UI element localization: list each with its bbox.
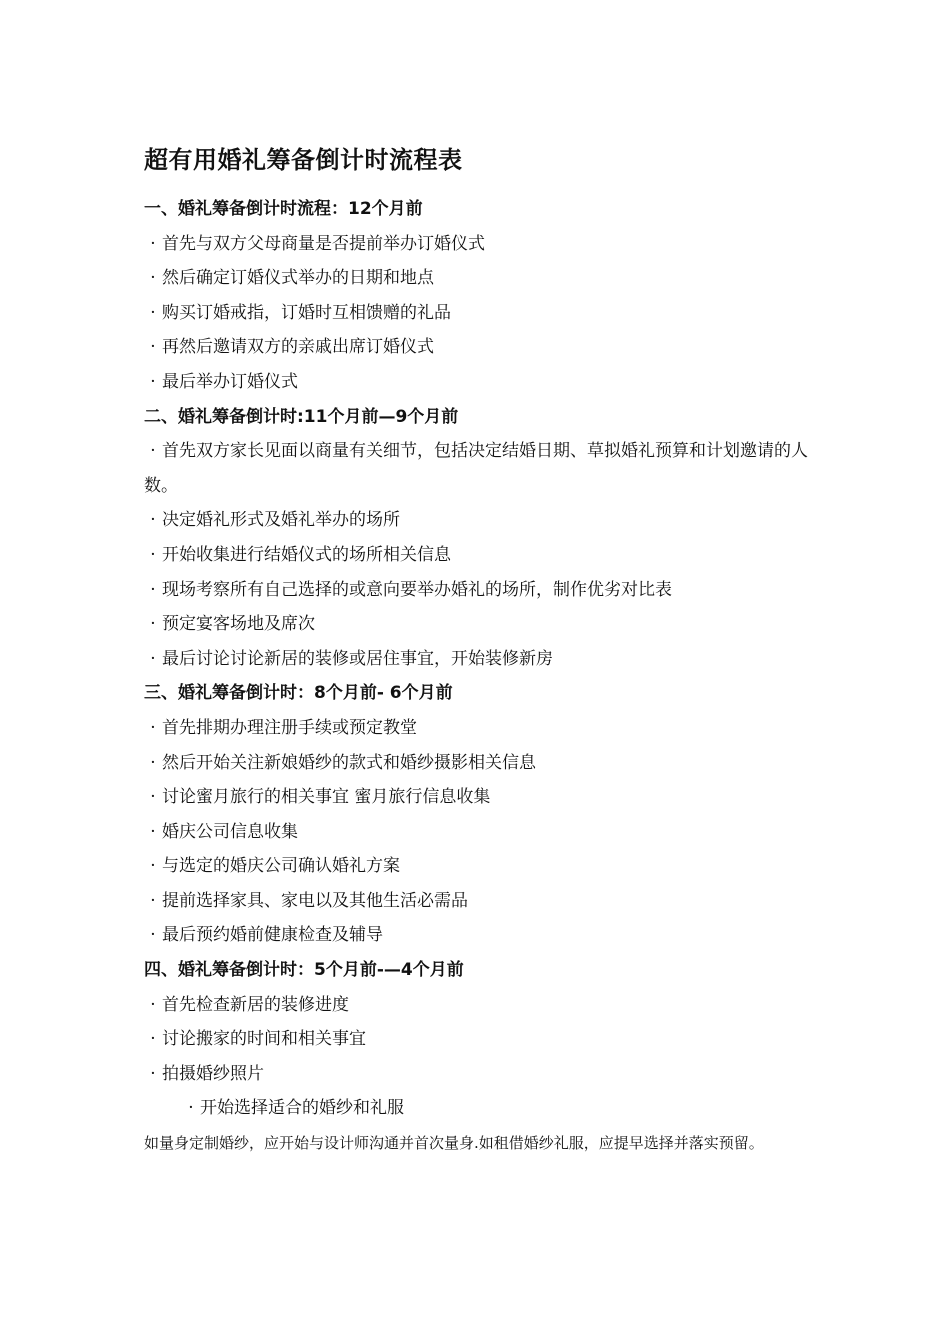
list-item bbox=[144, 642, 824, 677]
bullet-icon: · bbox=[150, 371, 156, 392]
list-item-text: 现场考察所有自己选择的或意向要举办婚礼的场所，制作优劣对比表 bbox=[162, 579, 672, 600]
section-heading: 三、婚礼筹备倒计时：8个月前- 6个月前 bbox=[144, 683, 453, 704]
section-heading: 二、婚礼筹备倒计时:11个月前—9个月前 bbox=[144, 406, 459, 427]
bullet-icon: · bbox=[150, 1063, 156, 1084]
list-item-text: 最后讨论讨论新居的装修或居住事宜，开始装修新房 bbox=[162, 648, 553, 669]
bullet-icon: · bbox=[150, 579, 156, 600]
list-item bbox=[144, 746, 824, 781]
bullet-icon: · bbox=[150, 994, 156, 1015]
bullet-icon: · bbox=[150, 787, 156, 808]
list-item-text: 首先排期办理注册手续或预定教堂 bbox=[162, 717, 417, 738]
list-item bbox=[144, 365, 824, 400]
sub-list-item-text: 开始选择适合的婚纱和礼服 bbox=[200, 1098, 404, 1119]
bullet-icon: · bbox=[150, 821, 156, 842]
bullet-icon: · bbox=[150, 648, 156, 669]
bullet-icon: · bbox=[188, 1098, 194, 1119]
list-item bbox=[144, 434, 824, 503]
list-item bbox=[144, 227, 824, 262]
list-item-text: 决定婚礼形式及婚礼举办的场所 bbox=[162, 510, 400, 531]
list-item-text: 最后举办订婚仪式 bbox=[162, 371, 298, 392]
list-item bbox=[144, 815, 824, 850]
list-item bbox=[144, 330, 824, 365]
bullet-icon: · bbox=[150, 302, 156, 323]
bullet-icon: · bbox=[150, 441, 156, 462]
list-item bbox=[144, 607, 824, 642]
list-item bbox=[144, 918, 824, 953]
document-title: 超有用婚礼筹备倒计时流程表 bbox=[144, 146, 463, 174]
list-item bbox=[144, 261, 824, 296]
list-item-text: 再然后邀请双方的亲戚出席订婚仪式 bbox=[162, 337, 434, 358]
section-heading: 一、婚礼筹备倒计时流程：12个月前 bbox=[144, 199, 423, 219]
list-item bbox=[144, 503, 824, 538]
section-heading: 四、婚礼筹备倒计时：5个月前-—4个月前 bbox=[144, 960, 464, 981]
list-item-text: 开始收集进行结婚仪式的场所相关信息 bbox=[162, 544, 451, 565]
list-item-text: 讨论蜜月旅行的相关事宜 蜜月旅行信息收集 bbox=[162, 787, 491, 808]
bullet-icon: · bbox=[150, 717, 156, 738]
list-item-text: 首先双方家长见面以商量有关细节，包括决定结婚日期、草拟婚礼预算和计划邀请的人数。 bbox=[144, 441, 808, 496]
list-item bbox=[144, 849, 824, 884]
list-item-text: 婚庆公司信息收集 bbox=[162, 821, 298, 842]
list-item-text: 预定宴客场地及席次 bbox=[162, 614, 315, 635]
list-item-text: 然后确定订婚仪式举办的日期和地点 bbox=[162, 268, 434, 289]
list-item-text: 然后开始关注新娘婚纱的款式和婚纱摄影相关信息 bbox=[162, 752, 536, 773]
list-item bbox=[144, 573, 824, 608]
list-item bbox=[144, 1022, 824, 1057]
bullet-icon: · bbox=[150, 752, 156, 773]
bullet-icon: · bbox=[150, 890, 156, 911]
list-item-text: 提前选择家具、家电以及其他生活必需品 bbox=[162, 890, 468, 911]
bullet-icon: · bbox=[150, 544, 156, 565]
list-item-text: 与选定的婚庆公司确认婚礼方案 bbox=[162, 856, 400, 877]
bullet-icon: · bbox=[150, 614, 156, 635]
document-body bbox=[144, 192, 824, 1161]
bullet-icon: · bbox=[150, 1029, 156, 1050]
list-item bbox=[144, 988, 824, 1023]
list-item bbox=[144, 884, 824, 919]
list-item bbox=[144, 538, 824, 573]
list-item bbox=[144, 780, 824, 815]
list-item-text: 购买订婚戒指，订婚时互相馈赠的礼品 bbox=[162, 302, 451, 323]
list-item-text: 讨论搬家的时间和相关事宜 bbox=[162, 1029, 366, 1050]
list-item bbox=[144, 711, 824, 746]
bullet-icon: · bbox=[150, 510, 156, 531]
bullet-icon: · bbox=[150, 233, 156, 254]
bullet-icon: · bbox=[150, 337, 156, 358]
list-item-text: 最后预约婚前健康检查及辅导 bbox=[162, 925, 383, 946]
bullet-icon: · bbox=[150, 856, 156, 877]
bullet-icon: · bbox=[150, 925, 156, 946]
list-item bbox=[144, 296, 824, 331]
list-item-text: 首先检查新居的装修进度 bbox=[162, 994, 349, 1015]
list-item bbox=[144, 1057, 824, 1092]
bullet-icon: · bbox=[150, 268, 156, 289]
sub-list-item bbox=[144, 1091, 824, 1126]
list-item-text: 拍摄婚纱照片 bbox=[162, 1063, 264, 1084]
list-item-text: 首先与双方父母商量是否提前举办订婚仪式 bbox=[162, 233, 485, 254]
note-paragraph: 如量身定制婚纱，应开始与设计师沟通并首次量身.如租借婚纱礼服，应提早选择并落实预留。 bbox=[144, 1134, 764, 1153]
